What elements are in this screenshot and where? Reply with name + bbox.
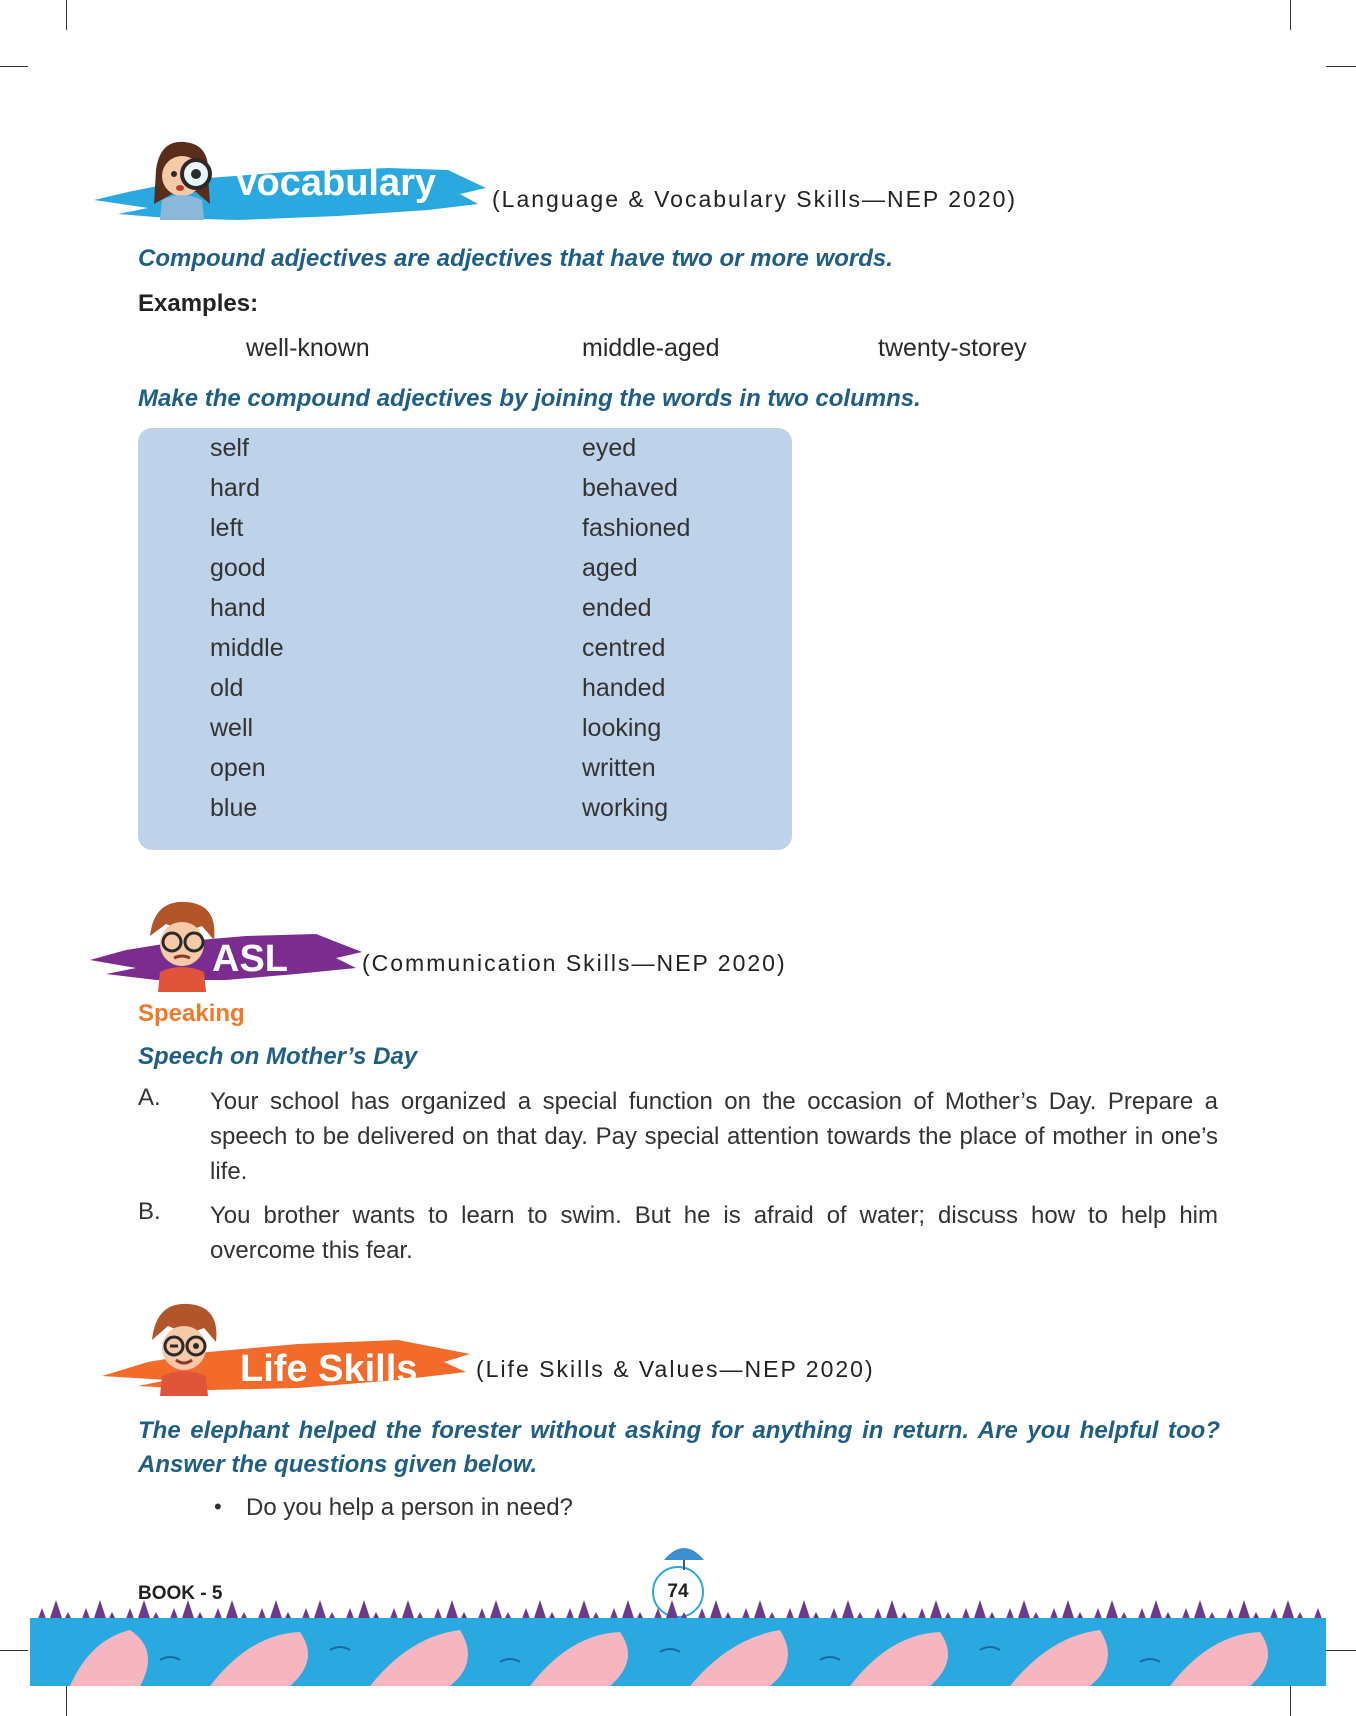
example-word: well-known — [246, 334, 370, 362]
crop-mark — [1326, 66, 1356, 67]
asl-item-text: You brother wants to learn to swim. But he is afraid of water; discuss how to help him overcome this fear. — [210, 1202, 1218, 1264]
boy-wink-icon — [138, 1300, 228, 1396]
asl-item-text: Your school has organized a special function on the occasion of Mother’s Day. Prepare a speech to be delivered on that day. Pay special attention towards the place of mother in one’s life. — [210, 1088, 1218, 1185]
column-b-word: aged — [582, 554, 638, 582]
column-a-word: hard — [210, 474, 261, 502]
examples-label: Examples: — [138, 290, 259, 317]
crop-mark — [0, 1650, 28, 1651]
column-a-word: open — [210, 754, 266, 782]
bullet-icon: • — [214, 1494, 222, 1519]
vocabulary-banner-title: Vocabulary — [234, 162, 437, 204]
column-b-word: eyed — [582, 434, 637, 462]
crop-mark — [1290, 1686, 1291, 1716]
crop-mark — [66, 1686, 67, 1716]
column-b-word: written — [582, 754, 656, 782]
life-skills-banner-title: Life Skills — [240, 1348, 418, 1390]
column-a-word: well — [210, 714, 254, 742]
landscape-footer-art — [30, 1590, 1326, 1686]
crop-mark — [1290, 0, 1291, 30]
umbrella-icon — [660, 1540, 708, 1570]
asl-section-heading: Speaking — [138, 1000, 245, 1027]
bullet-question: Do you help a person in need? — [246, 1494, 573, 1521]
girl-magnifier-icon — [136, 134, 226, 224]
column-b-word: handed — [582, 674, 666, 702]
vocabulary-definition: Compound adjectives are adjectives that have two or more words. — [138, 245, 893, 272]
column-b-word: fashioned — [582, 514, 691, 542]
crop-mark — [1326, 1650, 1356, 1651]
asl-topic: Speech on Mother’s Day — [138, 1043, 418, 1070]
column-b-word: behaved — [582, 474, 678, 502]
life-skills-subtitle: (Life Skills & Values—NEP 2020) — [476, 1356, 875, 1382]
life-skills-banner — [98, 1300, 472, 1404]
example-word: twenty-storey — [878, 334, 1027, 362]
asl-banner-title: ASL — [212, 938, 288, 980]
column-a-word: self — [210, 434, 249, 462]
vocabulary-subtitle: (Language & Vocabulary Skills—NEP 2020) — [492, 186, 1018, 212]
example-word: middle-aged — [582, 334, 720, 362]
asl-item-label: A. — [138, 1084, 161, 1111]
column-a-word: middle — [210, 634, 284, 662]
asl-banner — [86, 900, 366, 996]
column-a-word: good — [210, 554, 266, 582]
column-b-word: looking — [582, 714, 662, 742]
column-a-word: left — [210, 514, 244, 542]
column-b-word: working — [582, 794, 669, 822]
column-a-word: blue — [210, 794, 258, 822]
asl-subtitle: (Communication Skills—NEP 2020) — [362, 950, 787, 976]
asl-item-label: B. — [138, 1198, 161, 1225]
column-b-word: centred — [582, 634, 666, 662]
column-a-word: hand — [210, 594, 266, 622]
column-a-word: old — [210, 674, 244, 702]
column-b-word: ended — [582, 594, 652, 622]
vocabulary-banner — [88, 148, 488, 232]
word-columns-box — [138, 428, 792, 850]
crop-mark — [66, 0, 67, 30]
crop-mark — [0, 66, 28, 67]
vocabulary-instruction: Make the compound adjectives by joining the words in two columns. — [138, 385, 921, 412]
life-skills-prompt: The elephant helped the forester without asking for anything in return. Are you helpful too? Answer the questions given below. — [138, 1417, 1220, 1478]
